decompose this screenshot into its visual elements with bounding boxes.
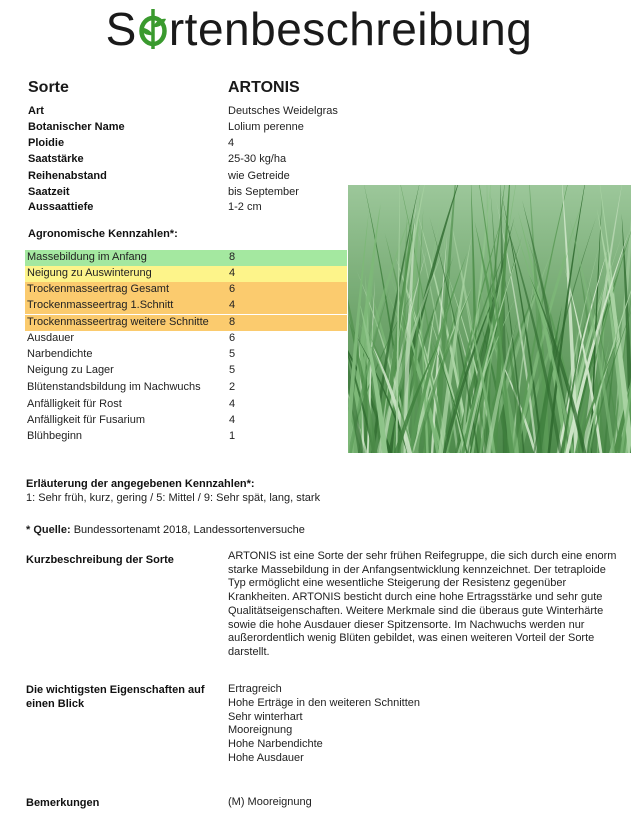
kennzahl-value: 4 [229,398,236,410]
kurzbeschreibung-line: Krankheiten. ARTONIS besticht durch eine hohe Ertragsstärke und sehr gute [228,591,603,604]
sorte-label: Sorte [28,79,69,96]
kurzbeschreibung-label: Kurzbeschreibung der Sorte [26,554,174,566]
kurzbeschreibung-line: außerordentlich wenig Blüten gebildet, was einen weiteren Vorteil der Sorte [228,632,595,645]
detail-label: Ploidie [28,137,65,149]
bemerkungen-value: (M) Mooreignung [228,796,312,808]
kurzbeschreibung-line: darstellt. [228,645,270,658]
eigenschaften-label-line: Die wichtigsten Eigenschaften auf [26,684,205,696]
detail-value: 4 [228,137,235,149]
kennzahl-name: Anfälligkeit für Rost [27,398,122,410]
eigenschaft-item: Hohe Ausdauer [228,751,304,764]
eigenschaft-item: Mooreignung [228,724,293,737]
bemerkungen-label: Bemerkungen [26,797,100,809]
kennzahl-name: Trockenmasseertrag weitere Schnitte [27,316,209,328]
kennzahl-name: Trockenmasseertrag 1.Schnitt [27,299,174,311]
eigenschaften-list [228,683,420,766]
kennzahl-value: 5 [229,348,236,360]
kennzahl-row [25,363,347,379]
kennzahl-value: 4 [229,414,236,426]
kennzahl-row [25,380,347,396]
kennzahl-value: 5 [229,364,236,376]
kennzahl-name: Massebildung im Anfang [27,251,147,263]
kennzahl-row [25,347,347,363]
detail-label: Saatstärke [28,153,84,165]
kennzahl-name: Trockenmasseertrag Gesamt [27,283,170,295]
kennzahl-value: 4 [229,267,236,279]
grass-photo-graphic [348,185,631,453]
detail-value: 1-2 cm [228,201,262,213]
kennzahl-name: Anfälligkeit für Fusarium [27,414,145,426]
kennzahlen-heading: Agronomische Kennzahlen*: [28,228,178,240]
kennzahl-value: 4 [229,299,236,311]
kennzahl-value: 2 [229,381,236,393]
kurzbeschreibung-line: Typ ermöglicht eine wesentliche Steigerung der Resistenz gegenüber [228,577,567,590]
kennzahl-name: Ausdauer [27,332,75,344]
kurzbeschreibung-line: starke Massebildung in der Anfangsentwicklung kennzeichnet. Der tetraploide [228,563,606,576]
kurzbeschreibung-line: sowie die hohe Ausdauer dieser Spitzensorte. Im Nachwuchs werden nur [228,618,585,631]
seedling-o-icon [138,5,168,51]
detail-value: wie Getreide [228,170,290,182]
kennzahl-value: 6 [229,332,236,344]
eigenschaft-item: Ertragreich [228,683,282,695]
kennzahl-name: Narbendichte [27,348,93,360]
kurzbeschreibung-line: ARTONIS ist eine Sorte der sehr frühen Reifegruppe, die sich durch eine enorm [228,550,617,562]
kennzahl-row [25,282,347,298]
title-prefix: S [105,3,137,55]
kennzahl-row [25,298,347,314]
kennzahl-name: Neigung zu Auswinterung [27,267,152,279]
eigenschaft-item: Hohe Erträge in den weiteren Schnitten [228,696,421,709]
sorte-value: ARTONIS [228,79,300,96]
detail-label: Aussaattiefe [28,201,94,213]
detail-value: Lolium perenne [228,121,304,133]
eigenschaft-item: Hohe Narbendichte [228,738,323,751]
detail-label: Art [28,105,44,117]
kennzahl-row [25,331,347,347]
eigenschaft-item: Sehr winterhart [228,710,303,723]
kennzahl-row [25,315,347,331]
detail-label: Reihenabstand [28,170,107,182]
kennzahl-row [25,266,347,282]
detail-label: Botanischer Name [28,121,125,133]
detail-label: Saatzeit [28,186,70,198]
grass-photo-icon [348,185,631,453]
kennzahl-value: 1 [229,430,236,442]
kennzahl-name: Blühbeginn [27,430,83,442]
eigenschaften-label-line: einen Blick [26,698,85,710]
kennzahl-row [25,397,347,413]
kennzahl-name: Blütenstandsbildung im Nachwuchs [27,381,201,393]
kennzahl-name: Neigung zu Lager [27,364,114,376]
erlaeuterung-text: 1: Sehr früh, kurz, gering / 5: Mittel / 9: Sehr spät, lang, stark [26,492,321,504]
kennzahl-value: 6 [229,283,236,295]
quelle [26,524,305,536]
quelle-text: Bundessortenamt 2018, Landessortenversuche [73,524,305,536]
kurzbeschreibung-line: Qualitätseigenschaften. Weitere Merkmale sind die überaus gute Winterhärte [228,604,604,617]
kennzahl-row [25,429,347,445]
detail-value: Deutsches Weidelgras [228,105,338,117]
eigenschaften-label [26,684,204,710]
page-title [0,2,638,56]
title-suffix: rtenbeschreibung [168,3,533,55]
erlaeuterung-heading: Erläuterung der angegebenen Kennzahlen*: [26,478,255,490]
detail-value: bis September [228,186,299,198]
kennzahl-value: 8 [229,316,236,328]
kennzahl-value: 8 [229,251,236,263]
kurzbeschreibung-text [228,550,628,660]
detail-value: 25-30 kg/ha [228,153,287,165]
kennzahl-row [25,250,347,266]
quelle-label: * Quelle: [26,524,71,536]
kennzahl-row [25,413,347,429]
